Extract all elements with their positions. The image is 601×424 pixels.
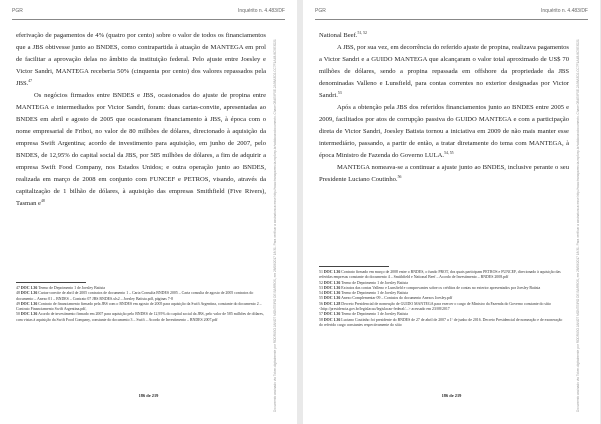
page-number: 186 de 219: [441, 393, 462, 398]
body-text: [16, 30, 266, 210]
page-header: [315, 5, 588, 20]
footnote: 57 DOC 1.36 Termo de Depoimento 1 de Joesley Batista: [319, 312, 408, 317]
header-left-label: PGR: [12, 8, 23, 14]
footnote: 47 DOC 1.36 Termo de Depoimento 1 de Joesley Batista: [16, 286, 105, 290]
signature-margin: [573, 22, 601, 414]
body-paragraph: Após a obtenção pela JBS dos referidos financiamentos junto ao BNDES entre 2005 e 2009, facilitados por atos de corrupção passiva do GUIDO MANTEGA e com a participação direta de Victor Sandri, Joesley Batista tornou a iniciativa em 2009 de não mais manter esse intermediário, passando, a partir de então, a tratar diretamente do tema com MANTEGA, à época Ministro de Fazenda do Governo LULA.$^{54, 55}$: [319, 104, 569, 159]
signature-margin: [270, 22, 298, 414]
footnote-ref[interactable]: 51, 52: [357, 30, 367, 35]
header-right-label: Inquérito n. 4.483/DF: [541, 8, 588, 14]
document-page-left: [0, 0, 297, 424]
footnote: 48 DOC 1.36 Cartas-convite de abril de 2005 contratos de documento 1 – Carta Consulta BNDES 2005 – Carta consulta de agosto de 2005 contratos do documento – Anexo 01 – BNDES – Contrato 07 JBS BNDES.xls2 – Joesley Batista.pdf, páginas 7-8: [16, 291, 254, 301]
footnote-ref[interactable]: 54, 55: [444, 150, 454, 155]
body-paragraph: A JBS, por sua vez, em decorrência do referido ajuste de propina, realizava pagamentos a Victor Sandri e a GUIDO MANTEGA que alcançaram o valor total aproximado de US$ 70 milhões de dólares, sendo a propina repassada em offshore da propriedade da JBS denominadas Valleno e Lunsfield, para contas correntes no exterior designadas por Victor Sandri.$^{53}$: [319, 44, 569, 99]
footnotes: [319, 270, 567, 328]
body-paragraph: Os negócios firmados entre BNDES e JBS, ocasionados do ajuste de propina entre MANTEGA e intermediados por Victor Sandri, foram: duas cartas-convite, apresentadas ao BNDES em abril e agosto de 2005 que ocasionaram financiamento à JBS, à época com o nome empresarial de Friboi, no valor de 80 milhões de dólares, direcionado à aquisição da empresa Swift Argentina; acordo de investimento para aquisição, em junho de 2007, pelo BNDES, de 12,95% do capital social da JBS, por 585 milhões de dólares, a fim de adquirir a empresa Swift Food Company, nos Estados Unidos; e outra operação junto ao BNDES, realizada em março de 2008 em conjunto com FUNCEF e PETROS, visando, através da capitalização de 1 bilhão de dólares, à aquisição das empresas Smithfield (Five Rivers), Tasman $e^{48}$: [16, 92, 266, 207]
footnote-ref[interactable]: 48: [41, 198, 45, 203]
footnote-ref[interactable]: 53: [337, 90, 342, 95]
footnote: 53 DOC 1.36 Extratos das contas Valleno e Lunsfield e comprovantes sobre os créditos de contas no exterior apresentados por Joesley Batista: [319, 285, 541, 290]
footnote: 56 DOC 1.28 Decreto Presidencial de nomeação de GUIDO MANTEGA para exercer o cargo de Ministro da Fazenda do Governo constante do sítio <http://presidencia.gov.br/legislacao/legislacao-federal/...> acessado em 23/08/2017: [319, 301, 552, 312]
footnote: 52 DOC 1.36 Termo de Depoimento 1 de Joesley Batista: [319, 280, 408, 285]
footnote-ref[interactable]: 47: [28, 78, 33, 83]
footnote: 54 DOC 1.36 Termo de Depoimento 1 de Joesley Batista: [319, 291, 408, 296]
header-left-label: PGR: [315, 8, 326, 14]
footnotes: [16, 286, 264, 323]
margin-note: Documento assinado via Token digitalmente por RODRIGO JANOT MONTEIRO DE BARROS, em 28/08/2017 18:31. Para verificar a assinatura acesse http://www.transparencia.mpf.mp.br/validacaodocumento. Chave 0B4E9F0E.2A58A3D2.CC7F1A4B.8C5E3D21: [273, 39, 277, 412]
footnote: 55 DOC 1.36 Anexo Complementar 09 – Contatos do documento Anexos Joesley.pdf: [319, 296, 453, 301]
page-header: [12, 5, 285, 20]
footnote-ref[interactable]: 56: [397, 174, 402, 179]
body-text: [319, 30, 569, 186]
footnote: 51 DOC 1.36 Contrato firmado em março de 2008 entre o BNDES, o fundo PROT, dos quais participam PETROS e FUNCEF, direcionado à aquisição das referidas empresas constante do documento 4 – Smithfield e National Beef – Acordo de Investimento – BNDES 2008.pdf: [319, 270, 561, 280]
footnote-divider: [319, 266, 389, 267]
body-paragraph: MANTEGA nomeava-se a continuar a ajuste junto ao BNDES, inclusive perante o seu Presidente Luciano Coutinho.$^{56}$: [319, 164, 569, 183]
footnote: 50 DOC 1.36 Acordo de investimento firmado em 2007 para aquisição pelo BNDES de 12,95% do capital social da JBS, pelo valor de 585 milhões de dólares, com vistas à aquisição da Swift Food Company, constante do documento 3 – Swift – Acordo de Investimento – BNDES 2007.pdf: [16, 312, 264, 322]
page-number: 186 de 219: [138, 393, 159, 398]
footnote-divider: [16, 282, 86, 283]
margin-note: Documento assinado via Token digitalmente por RODRIGO JANOT MONTEIRO DE BARROS, em 28/08/2017 18:31. Para verificar a assinatura acesse http://www.transparencia.mpf.mp.br/validacaodocumento. Chave 0B4E9F0E.2A58A3D2.CC7F1A4B.8C5E3D21: [576, 39, 580, 412]
body-paragraph: National Beef.$^{51, 52}$: [319, 30, 367, 39]
document-page-right: [303, 0, 600, 424]
header-right-label: Inquérito n. 4.483/DF: [238, 8, 285, 14]
footnote: 58 DOC 1.36 Luciano Coutinho foi presidente do BNDES de 27 de abril de 2007 a 1º de junho de 2016. Decreto Presidencial de nomeação e de exoneração do referido cargo constantes respectivamente do sítio: [319, 317, 563, 327]
footnote: 49 DOC 1.36 Contrato de financiamento firmado pela JBS com o BNDES em agosto de 2005 para aquisição da Swift Argentina, constante do documento 2 – Contrato Financiamento Swift Argentina.pdf,: [16, 301, 262, 312]
body-paragraph: eferivação de pagamentos de 4% (quatro por cento) sobre o valor de todos os financiamentos que a JBS obtivesse junto ao BNDES, como contrapartida à atuação de MANTEGA em prol de facilitar a aprovação delas no âmbito da instituição federal. Pelo ajuste entre Joesley e Victor Sandri, MANTEGA receberia 50% (cinquenta por cento) dos valores repassados pela JBS.$^{47}$: [16, 32, 266, 87]
